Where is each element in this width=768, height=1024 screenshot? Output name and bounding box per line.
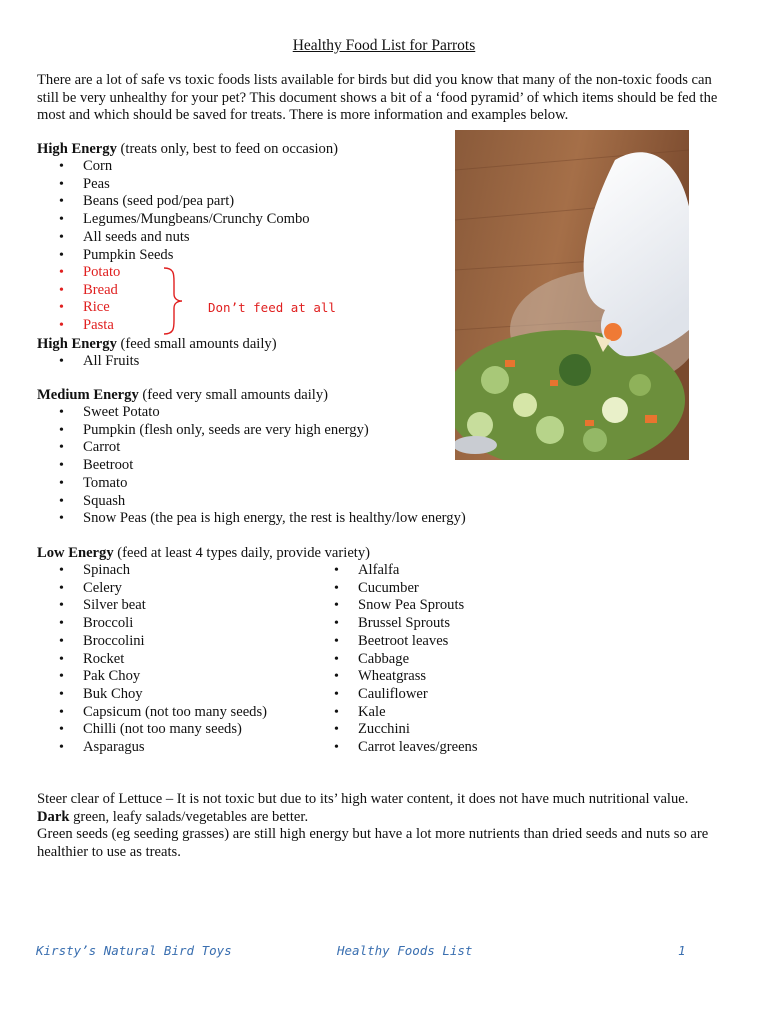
list-item-red: • Rice: [83, 299, 120, 317]
dont-feed-note: Don’t feed at all: [208, 300, 336, 315]
list-item: • All seeds and nuts: [83, 229, 310, 247]
list-item: • Cabbage: [358, 651, 478, 669]
medium-energy-heading: [37, 386, 328, 404]
dark-bold: Dark: [37, 808, 70, 825]
section-note: (feed very small amounts daily): [142, 387, 329, 403]
closing-text: [37, 791, 742, 861]
fruits-list: [83, 353, 139, 371]
list-item: • Chilli (not too many seeds): [83, 721, 267, 739]
footer-left: Kirsty’s Natural Bird Toys: [36, 943, 232, 958]
section-heading: High Energy: [37, 141, 117, 157]
list-item: • Pumpkin Seeds: [83, 247, 310, 265]
list-item: • Capsicum (not too many seeds): [83, 704, 267, 722]
list-item: • Pak Choy: [83, 668, 267, 686]
list-item-red: • Potato: [83, 264, 120, 282]
list-item: • Beetroot: [83, 457, 466, 475]
list-item: • Beans (seed pod/pea part): [83, 193, 310, 211]
list-item: • Carrot: [83, 439, 466, 457]
list-item: • Alfalfa: [358, 562, 478, 580]
list-item: • Rocket: [83, 651, 267, 669]
list-item: • Sweet Potato: [83, 404, 466, 422]
dark-rest: green, leafy salads/vegetables are better.: [69, 808, 309, 825]
high-energy-heading: [37, 140, 338, 158]
page-number: 1: [678, 943, 686, 958]
low-energy-list-left: [83, 562, 267, 757]
medium-energy-list: [83, 404, 466, 528]
list-item: • Zucchini: [358, 721, 478, 739]
section-note: (treats only, best to feed on occasion): [120, 141, 339, 157]
list-item: • Celery: [83, 580, 267, 598]
section-note: (feed at least 4 types daily, provide variety): [117, 545, 371, 561]
list-item-red: • Pasta: [83, 317, 120, 335]
list-item: • Broccoli: [83, 615, 267, 633]
list-item: • Peas: [83, 176, 310, 194]
list-item: • Broccolini: [83, 633, 267, 651]
section-heading: High Energy: [37, 336, 117, 352]
low-energy-list-right: [358, 562, 478, 757]
section-heading: Low Energy: [37, 545, 114, 561]
green-seeds-note: Green seeds (eg seeding grasses) are still high energy but have a lot more nutrients than dried seeds and nuts so are healthier to use as treats.: [37, 826, 709, 860]
list-item: • Pumpkin (flesh only, seeds are very high energy): [83, 422, 466, 440]
list-item: • Silver beat: [83, 597, 267, 615]
list-item: • Wheatgrass: [358, 668, 478, 686]
curly-brace-icon: [160, 266, 190, 336]
low-energy-heading: [37, 544, 370, 562]
list-item: • Snow Peas (the pea is high energy, the rest is healthy/low energy): [83, 510, 466, 528]
list-item: • Carrot leaves/greens: [358, 739, 478, 757]
list-item: • Squash: [83, 493, 466, 511]
list-item: • Beetroot leaves: [358, 633, 478, 651]
list-item: • Legumes/Mungbeans/Crunchy Combo: [83, 211, 310, 229]
list-item: • Asparagus: [83, 739, 267, 757]
list-item: • Kale: [358, 704, 478, 722]
dont-feed-list: [83, 264, 120, 335]
page-title: Healthy Food List for Parrots: [292, 37, 476, 54]
list-item: • Spinach: [83, 562, 267, 580]
cockatiel-photo: [455, 130, 689, 460]
list-item: • All Fruits: [83, 353, 139, 371]
list-item: • Snow Pea Sprouts: [358, 597, 478, 615]
list-item: • Buk Choy: [83, 686, 267, 704]
high-energy-list: [83, 158, 310, 264]
dark-greens-note: [37, 809, 742, 827]
list-item: • Cucumber: [358, 580, 478, 598]
lettuce-note: Steer clear of Lettuce – It is not toxic but due to its’ high water content, it does not have much nutritional value.: [37, 791, 689, 807]
list-item: • Tomato: [83, 475, 466, 493]
section-note: (feed small amounts daily): [120, 336, 277, 352]
footer-center: Healthy Foods List: [337, 943, 473, 958]
intro-paragraph: There are a lot of safe vs toxic foods lists available for birds but did you know that many of the non-toxic foods can still be very unhealthy for your pet? This document shows a bit of a ‘food pyramid’ of which items should be fed the most and which should be saved for treats. There is more information and examples below.: [37, 72, 718, 123]
list-item: • Corn: [83, 158, 310, 176]
list-item: • Cauliflower: [358, 686, 478, 704]
list-item-red: • Bread: [83, 282, 120, 300]
section-heading: Medium Energy: [37, 387, 139, 403]
high-energy-fruits-heading: [37, 335, 277, 353]
list-item: • Brussel Sprouts: [358, 615, 478, 633]
